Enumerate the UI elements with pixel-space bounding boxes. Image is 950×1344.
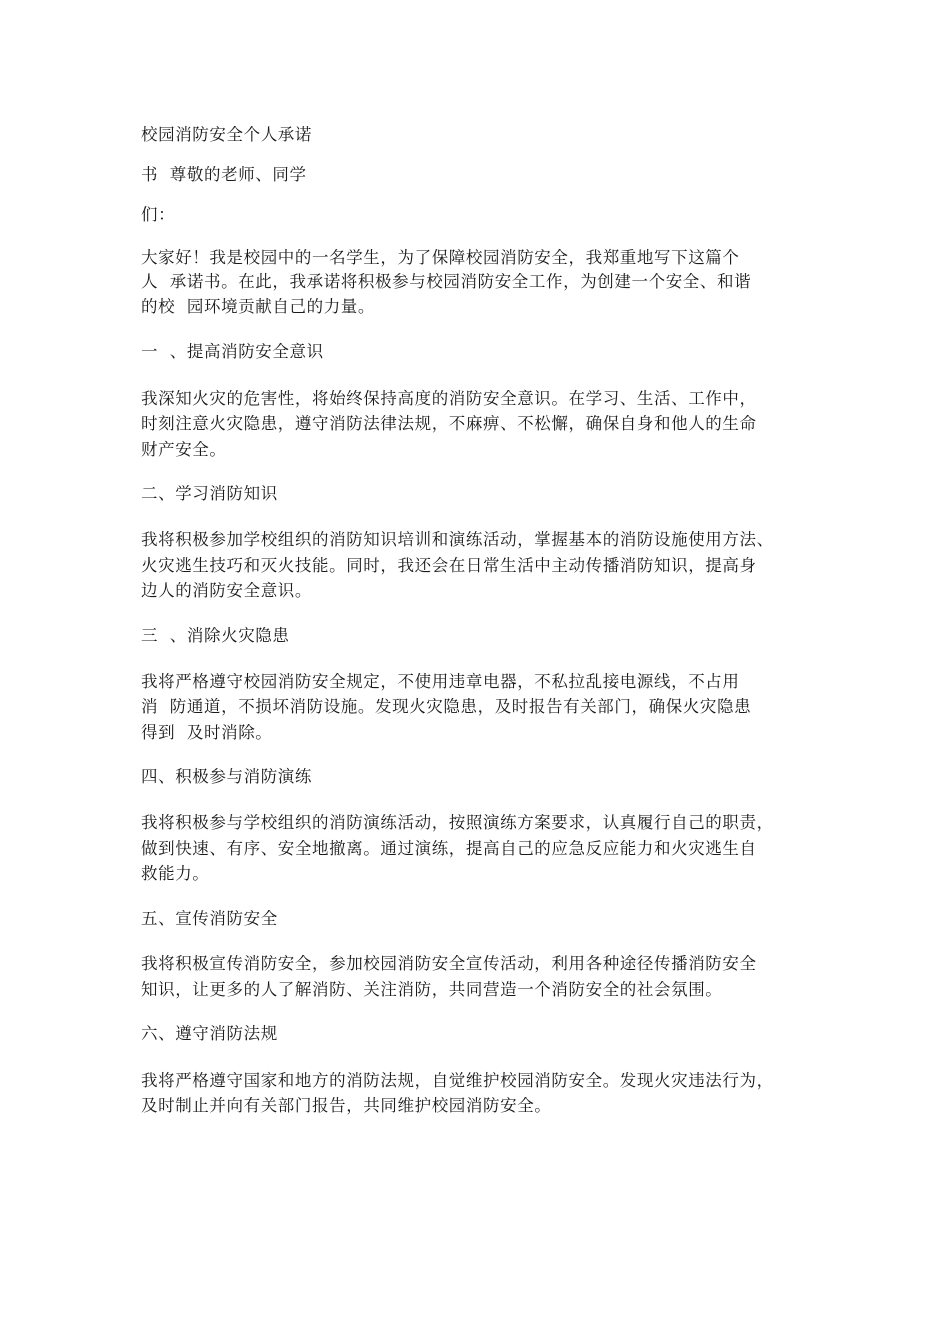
document-title-line-2: 书 尊敬的老师、同学	[141, 165, 307, 184]
section-4-heading: 四、积极参与消防演练	[141, 767, 312, 786]
section-5-heading: 五、宣传消防安全	[141, 909, 278, 928]
section-2-line-3: 边人的消防安全意识。	[141, 581, 312, 600]
section-3-line-2: 消 防通道，不损坏消防设施。发现火灾隐患，及时报告有关部门，确保火灾隐患	[141, 697, 752, 716]
section-6-heading: 六、遵守消防法规	[141, 1024, 278, 1043]
section-3-heading: 三 、消除火灾隐患	[141, 626, 290, 645]
section-4-line-3: 救能力。	[141, 864, 210, 883]
section-1-line-1: 我深知火灾的危害性，将始终保持高度的消防安全意识。在学习、生活、工作中，	[141, 389, 757, 408]
section-5-line-2: 知识，让更多的人了解消防、关注消防，共同营造一个消防安全的社会氛围。	[141, 980, 723, 999]
section-4-line-1: 我将积极参与学校组织的消防演练活动，按照演练方案要求，认真履行自己的职责，	[141, 813, 774, 832]
section-3-line-3: 得到 及时消除。	[141, 723, 273, 742]
document-title-line-1: 校园消防安全个人承诺	[141, 125, 312, 144]
section-2-line-2: 火灾逃生技巧和灭火技能。同时，我还会在日常生活中主动传播消防知识，提高身	[141, 556, 757, 575]
section-1-line-2: 时刻注意火灾隐患，遵守消防法律法规，不麻痹、不松懈，确保自身和他人的生命	[141, 414, 757, 433]
section-6-line-2: 及时制止并向有关部门报告，共同维护校园消防安全。	[141, 1096, 552, 1115]
intro-line-1: 大家好！我是校园中的一名学生，为了保障校园消防安全，我郑重地写下这篇个	[141, 248, 740, 267]
salutation-line: 们：	[141, 205, 176, 224]
intro-line-3: 的校 园环境贡献自己的力量。	[141, 297, 375, 316]
section-2-heading: 二、学习消防知识	[141, 484, 278, 503]
section-6-line-1: 我将严格遵守国家和地方的消防法规，自觉维护校园消防安全。发现火灾违法行为，	[141, 1071, 774, 1090]
section-3-line-1: 我将严格遵守校园消防安全规定，不使用违章电器，不私拉乱接电源线，不占用	[141, 672, 740, 691]
section-1-line-3: 财产安全。	[141, 440, 227, 459]
section-1-heading: 一 、提高消防安全意识	[141, 342, 324, 361]
section-5-line-1: 我将积极宣传消防安全，参加校园消防安全宣传活动，利用各种途径传播消防安全	[141, 954, 757, 973]
section-2-line-1: 我将积极参加学校组织的消防知识培训和演练活动，掌握基本的消防设施使用方法、	[141, 530, 774, 549]
section-4-line-2: 做到快速、有序、安全地撤离。通过演练，提高自己的应急反应能力和火灾逃生自	[141, 839, 757, 858]
intro-line-2: 人 承诺书。在此，我承诺将积极参与校园消防安全工作，为创建一个安全、和谐	[141, 272, 752, 291]
